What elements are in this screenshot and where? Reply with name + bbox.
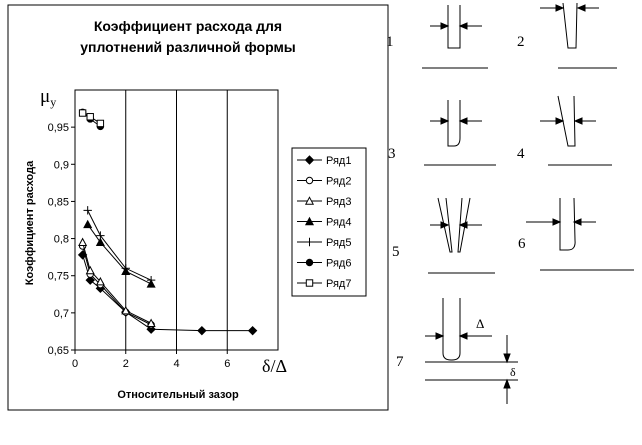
y-axis-label: Коэффициент расхода — [24, 160, 36, 286]
diagram-7-shape — [443, 298, 460, 360]
plot-area — [75, 90, 278, 350]
x-tick-label: 6 — [224, 358, 231, 370]
y-tick-label: 0,85 — [47, 196, 69, 209]
diagram-7-clearance-symbol: δ — [510, 365, 516, 379]
chart-title-line-1: Коэффициент расхода для — [93, 18, 283, 34]
diagram-2-label: 2 — [517, 34, 525, 50]
series-point — [87, 114, 93, 120]
x-axis-label: Относительный зазор — [117, 389, 239, 401]
legend-label: Ряд4 — [326, 216, 352, 229]
diagram-1 — [386, 5, 488, 68]
diagram-2 — [517, 3, 617, 68]
diagram-3-shape — [448, 100, 460, 146]
diagram-1-arrowhead-left — [441, 23, 448, 29]
diagram-7-label: 7 — [396, 354, 404, 370]
legend-marker — [306, 259, 312, 265]
diagram-7-dim-arrowhead-top — [504, 354, 510, 362]
diagram-7-dim-arrowhead-bottom — [504, 380, 510, 388]
diagram-3-arrowhead-right — [460, 118, 467, 124]
diagram-1-label: 1 — [386, 34, 394, 50]
diagram-3-arrowhead-left — [441, 118, 448, 124]
diagram-6 — [518, 198, 634, 270]
diagram-7 — [396, 298, 518, 404]
seal-diagrams — [386, 3, 634, 404]
chart-title-line-2: уплотнений различной формы — [80, 39, 296, 55]
y-symbol: $\mu_у$ — [40, 86, 57, 109]
diagram-2-shape — [563, 3, 577, 48]
y-tick-label: 0,65 — [47, 345, 69, 357]
x-tick-label: 0 — [71, 358, 79, 370]
diagram-5-label: 5 — [392, 244, 400, 260]
y-tick-label: 0,75 — [47, 270, 69, 283]
legend-label: Ряд3 — [326, 196, 352, 208]
legend-marker — [306, 280, 312, 286]
legend-label: Ряд5 — [326, 237, 352, 249]
diagram-6-arrowhead-left — [553, 219, 560, 225]
diagram-1-shape — [448, 5, 460, 48]
y-tick-label: 0,7 — [53, 307, 69, 320]
diagram-7-arrowhead-left — [436, 333, 443, 339]
legend-marker — [306, 177, 312, 183]
legend-label: Ряд7 — [326, 278, 352, 290]
diagram-2-arrowhead-right — [578, 5, 585, 11]
y-tick-label: 0,8 — [53, 233, 69, 246]
diagram-6-label: 6 — [518, 236, 526, 252]
legend-label: Ряд1 — [326, 155, 352, 167]
diagram-3 — [388, 100, 496, 165]
diagram-4-label: 4 — [517, 146, 525, 162]
y-tick-label: 0,95 — [47, 122, 69, 135]
diagram-6-shape — [560, 198, 575, 250]
y-tick-label: 0,9 — [53, 159, 69, 172]
x-tick-label: 4 — [173, 358, 180, 370]
diagram-5 — [392, 198, 495, 273]
diagram-7-gap-symbol: Δ — [476, 316, 485, 331]
legend-label: Ряд2 — [326, 175, 352, 188]
series-point — [79, 110, 85, 116]
series-point — [97, 120, 103, 126]
x-symbol: δ/Δ — [262, 356, 288, 376]
diagram-4-arrowhead-left — [556, 118, 563, 124]
diagram-4 — [517, 96, 612, 165]
diagram-4-arrowhead-right — [575, 118, 582, 124]
diagram-3-label: 3 — [388, 146, 396, 162]
diagram-1-arrowhead-right — [460, 23, 467, 29]
x-tick-label: 2 — [122, 358, 129, 370]
legend-label: Ряд6 — [326, 257, 352, 270]
legend — [292, 148, 366, 296]
diagram-5-arrowhead-right — [460, 222, 467, 228]
diagram-7-arrowhead-right — [460, 333, 467, 339]
diagram-2-arrowhead-left — [556, 5, 563, 11]
